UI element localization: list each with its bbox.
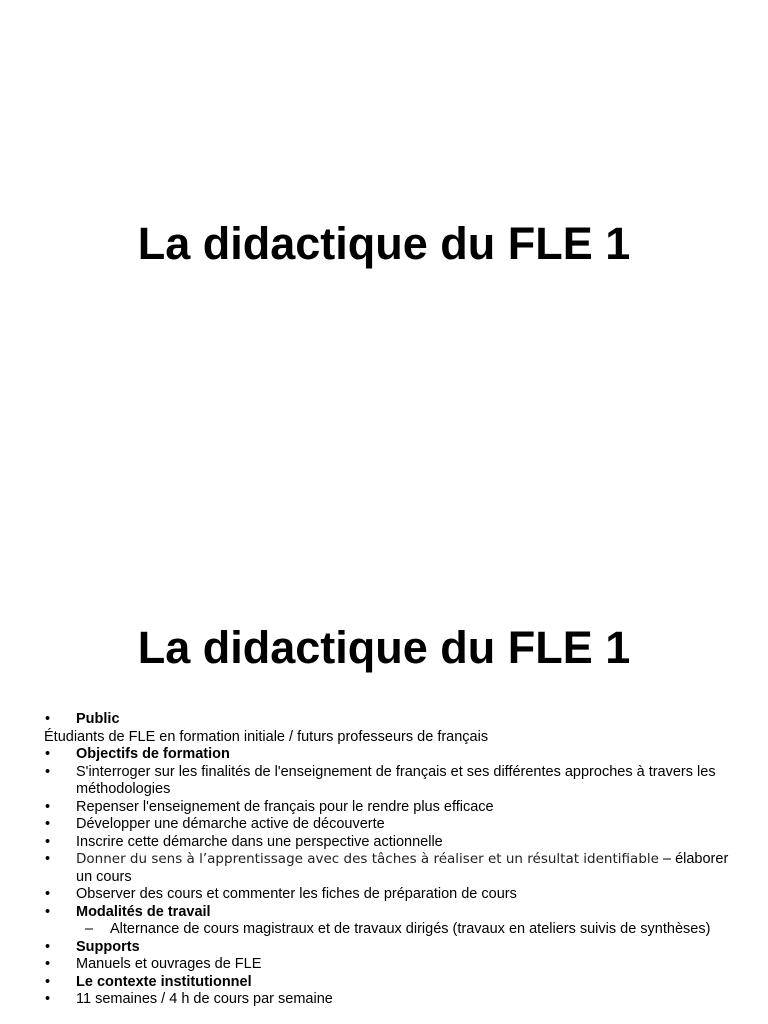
modalites-heading: Modalités de travail bbox=[76, 903, 211, 920]
dash-icon: – bbox=[85, 921, 94, 937]
slide-1-title: La didactique du FLE 1 bbox=[137, 218, 631, 269]
list-item-public-text bbox=[44, 729, 744, 747]
bullet-icon: • bbox=[45, 851, 51, 867]
list-item-objective bbox=[44, 799, 744, 817]
objective-text: Inscrire cette démarche dans une perspective actionnelle bbox=[76, 833, 443, 850]
bullet-icon: • bbox=[45, 798, 51, 815]
list-item-supports bbox=[44, 956, 744, 974]
supports-heading: Supports bbox=[76, 938, 140, 955]
list-subitem-modalites bbox=[44, 921, 744, 939]
list-item-contexte-heading bbox=[44, 974, 744, 992]
list-item-objective bbox=[44, 764, 744, 799]
list-item-public-heading bbox=[44, 711, 744, 729]
public-heading: Public bbox=[76, 711, 120, 727]
objective-text-part-2: – élaborer un cours bbox=[76, 851, 729, 885]
bullet-icon: • bbox=[45, 886, 51, 902]
list-item-objectives-heading bbox=[44, 746, 744, 764]
contexte-text: 11 semaines / 4 h de cours par semaine bbox=[76, 991, 333, 1007]
slide-2-title: La didactique du FLE 1 bbox=[137, 622, 631, 673]
list-item-objective bbox=[44, 834, 744, 852]
bullet-icon: • bbox=[45, 711, 51, 727]
objective-text-part-1: Donner du sens à l’apprentissage avec des tâches à réaliser et un résultat identifiable bbox=[76, 851, 659, 867]
bullet-icon: • bbox=[45, 938, 51, 955]
supports-text: Manuels et ouvrages de FLE bbox=[76, 956, 262, 972]
bullet-icon: • bbox=[45, 833, 51, 850]
objective-text: Observer des cours et commenter les fiches de préparation de cours bbox=[76, 886, 517, 902]
list-item-modalites-heading bbox=[44, 904, 744, 922]
contexte-heading: Le contexte institutionnel bbox=[76, 973, 252, 990]
objective-text: S'interroger sur les finalités de l'enseignement de français et ses différentes approches à travers les méthodologies bbox=[76, 763, 716, 797]
objective-text: Développer une démarche active de découverte bbox=[76, 816, 385, 832]
bullet-icon: • bbox=[45, 763, 51, 780]
list-item-objective bbox=[44, 816, 744, 834]
objective-text bbox=[76, 851, 744, 886]
bullet-icon: • bbox=[45, 903, 51, 920]
bullet-icon: • bbox=[45, 816, 51, 832]
bullet-icon: • bbox=[45, 956, 51, 972]
list-item-objective bbox=[44, 886, 744, 904]
list-item-contexte bbox=[44, 991, 744, 1009]
modalites-text: Alternance de cours magistraux et de travaux dirigés (travaux en ateliers suivis de synthèses) bbox=[110, 921, 711, 937]
slide-2-body bbox=[44, 711, 744, 1009]
objective-text: Repenser l'enseignement de français pour le rendre plus efficace bbox=[76, 798, 494, 815]
objectives-heading: Objectifs de formation bbox=[76, 746, 230, 762]
list-item-supports-heading bbox=[44, 939, 744, 957]
public-text: Étudiants de FLE en formation initiale / futurs professeurs de français bbox=[44, 728, 489, 745]
bullet-icon: • bbox=[45, 746, 51, 762]
bullet-icon: • bbox=[45, 973, 51, 990]
list-item-objective bbox=[44, 851, 744, 886]
bullet-icon: • bbox=[45, 991, 51, 1007]
